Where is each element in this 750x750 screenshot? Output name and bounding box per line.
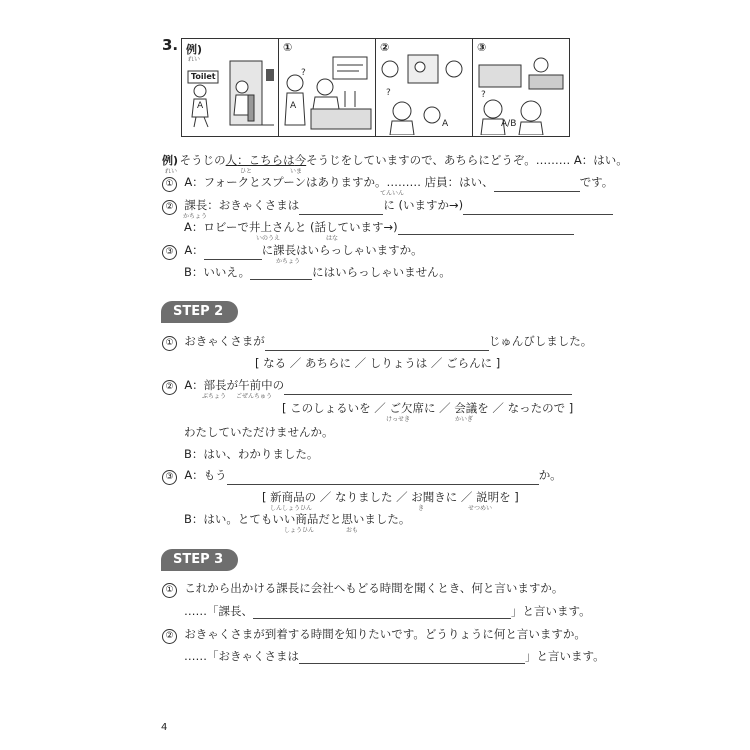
shop-scene-illustration [279, 39, 375, 135]
answer-blank[interactable] [253, 606, 511, 619]
toilet-sign: Toilet [191, 72, 216, 81]
panel-2 [376, 39, 473, 136]
step-3-badge: STEP 3 [161, 549, 238, 571]
ruby: いま [290, 168, 303, 175]
example-text-a: そうじの [179, 153, 226, 167]
item-text: A：もう [184, 468, 227, 482]
example-line [162, 152, 628, 169]
step3-q1-line [162, 580, 563, 598]
item-text: A： [184, 243, 204, 257]
step2-q1-word-bank: [ なる ／ あちらに ／ しりょうは ／ ごらんに ] [255, 356, 501, 370]
page-number: 4 [161, 722, 168, 733]
answer-start: ……「おきゃくさまは [184, 649, 299, 663]
figure-label: A [442, 119, 449, 129]
example-text-b: 人 [225, 153, 238, 167]
toilet-scene-illustration [182, 39, 278, 135]
ruby: しょうひん [284, 527, 315, 534]
item-text: B：いいえ。 [184, 265, 251, 279]
item-text-mid: に (いますか→) [383, 198, 464, 212]
figure-label: A/B [501, 119, 517, 129]
step3-q2-line [162, 626, 586, 644]
svg-text:?: ? [386, 88, 391, 98]
step-2-badge: STEP 2 [161, 301, 238, 323]
answer-blank[interactable] [284, 382, 572, 395]
step2-q2-continuation: わたしていただけませんか。 [184, 425, 334, 439]
panel-3 [473, 39, 569, 136]
item-marker: ③ [162, 470, 177, 485]
step2-q2-reply: B：はい、わかりました。 [184, 447, 319, 461]
answer-blank[interactable] [250, 267, 312, 280]
step2-q2-word-bank: [ このしょるいを ／ ご欠席に ／ 会議を ／ なったので ] [282, 401, 574, 415]
example-text-e: そうじをしていますので、あちらにどうぞ。……… A：はい。 [306, 153, 628, 167]
figure-label: A [290, 101, 297, 111]
item-marker: ③ [162, 245, 177, 260]
example-marker-ruby: れい [165, 168, 178, 175]
panel-label: ③ [477, 41, 487, 54]
ruby: てんいん [380, 190, 405, 197]
item-marker: ① [162, 177, 177, 192]
item-marker: ② [162, 200, 177, 215]
answer-end: 」と言います。 [525, 649, 605, 663]
item-text: A：部長が午前中の [184, 378, 285, 392]
answer-blank[interactable] [204, 247, 262, 260]
item-marker: ② [162, 380, 177, 395]
step2-q3-word-bank: [ 新商品の ／ なりました ／ お聞きに ／ 説明を ] [262, 490, 519, 504]
step2-q3-reply: B：はい。とてもいい商品だと思いました。 [184, 512, 411, 526]
panel-1 [279, 39, 376, 136]
panel-example [182, 39, 279, 136]
ruby: いのうえ [256, 235, 281, 242]
item-text: A：フォークとスプーンはありますか。……… 店員：はい、 [184, 175, 494, 189]
item-text-mid: にはいらっしゃいません。 [312, 265, 451, 279]
item-text: A：ロビーで井上さんと (話しています→) [184, 220, 398, 234]
panel-label-ruby: れい [188, 56, 201, 63]
item-text-end: じゅんびしました。 [488, 334, 593, 348]
ruby: ひと [240, 168, 253, 175]
ruby: き [418, 505, 425, 512]
answer-blank[interactable] [299, 651, 525, 664]
item-2-line-a [162, 197, 613, 215]
ruby: けっせき [386, 416, 411, 423]
ruby: おも [346, 527, 359, 534]
panel-label: 例) [186, 43, 203, 56]
answer-blank[interactable] [494, 179, 580, 192]
answer-blank[interactable] [398, 222, 574, 235]
svg-text:?: ? [481, 90, 486, 100]
ruby: かちょう [183, 213, 208, 220]
item-text: おきゃくさまが [184, 334, 265, 348]
answer-end: 」と言います。 [511, 604, 591, 618]
item-text: これから出かける課長に会社へもどる時間を聞くとき、何と言いますか。 [184, 581, 564, 595]
ruby: かちょう [276, 258, 301, 265]
step3-q1-answer [184, 603, 591, 619]
step2-q1-line [162, 333, 592, 351]
office-scene-illustration [376, 39, 472, 135]
item-marker: ② [162, 629, 177, 644]
panel-label: ① [283, 41, 293, 54]
ruby: しんしょうひん [270, 505, 313, 512]
item-text: おきゃくさまが到着する時間を知りたいです。どうりょうに何と言いますか。 [184, 627, 586, 641]
ruby: ごぜんちゅう [236, 393, 273, 400]
item-2-line-b [184, 219, 574, 235]
answer-start: ……「課長、 [184, 604, 253, 618]
answer-blank[interactable] [227, 472, 539, 485]
item-text: 課長：おきゃくさまは [184, 198, 300, 212]
ruby: ぶちょう [202, 393, 227, 400]
step2-q3-line [162, 467, 562, 485]
ruby: かいぎ [455, 416, 474, 423]
item-marker: ① [162, 336, 177, 351]
item-text-end: か。 [538, 468, 562, 482]
figure-label: A [197, 101, 204, 111]
question-number: 3. [162, 36, 179, 54]
answer-blank[interactable] [299, 202, 383, 215]
example-text-c: ：こちらは [237, 153, 295, 167]
item-3-line-b [184, 264, 451, 280]
item-text-end: です。 [579, 175, 614, 189]
step3-q2-answer [184, 648, 605, 664]
illustration-panels [181, 38, 570, 137]
ruby: はな [326, 235, 339, 242]
example-text-d: 今 [294, 153, 307, 167]
item-marker: ① [162, 583, 177, 598]
example-marker: 例) [162, 154, 179, 167]
svg-text:?: ? [301, 68, 306, 78]
item-text-mid: に課長はいらっしゃいますか。 [261, 243, 423, 257]
answer-blank[interactable] [265, 338, 489, 351]
answer-blank[interactable] [463, 202, 613, 215]
ruby: せつめい [468, 505, 493, 512]
panel-label: ② [380, 41, 390, 54]
desk-scene-illustration [473, 39, 569, 135]
